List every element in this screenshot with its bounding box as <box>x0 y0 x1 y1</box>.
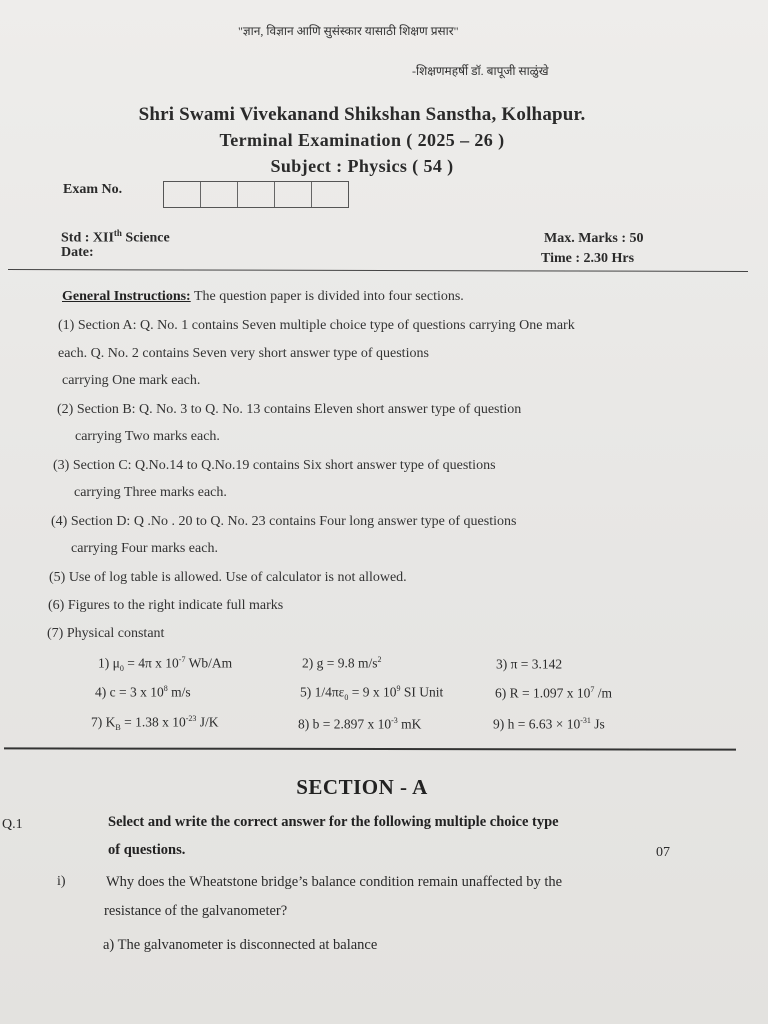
constant-text: m/s <box>167 684 191 700</box>
constant-text: 1) μ <box>98 655 120 671</box>
answer-option: a) The galvanometer is disconnected at balance <box>103 937 378 953</box>
instruction-line: carrying One mark each. <box>62 373 201 388</box>
constant-item <box>98 655 232 673</box>
subquestion-text-line: resistance of the galvanometer? <box>104 903 288 919</box>
instruction-line: carrying Three marks each. <box>74 485 227 500</box>
exam-title: Terminal Examination ( 2025 – 26 ) <box>219 130 505 150</box>
founder-attribution: -शिक्षणमहर्षी डॉ. बापूजी साळुंखे <box>412 64 549 78</box>
subquestion-text-line: Why does the Wheatstone bridge’s balance condition remain unaffected by the <box>106 874 563 890</box>
date-label: Date: <box>61 245 94 260</box>
exam-number-box <box>312 182 348 207</box>
constant-item <box>495 685 612 703</box>
instruction-line: carrying Two marks each. <box>75 429 220 444</box>
constant-sub: 0 <box>344 693 349 703</box>
max-marks: Max. Marks : 50 <box>544 231 644 246</box>
constant-item <box>493 716 605 734</box>
constant-item <box>496 656 562 674</box>
instruction-line: carrying Four marks each. <box>71 541 218 556</box>
constant-text: = 9 x 10 <box>348 684 397 700</box>
header-divider <box>8 269 748 272</box>
constant-text: 2) g = 9.8 m/s <box>302 655 378 671</box>
instruction-line: (3) Section C: Q.No.14 to Q.No.19 contains Six short answer type of questions <box>53 458 496 473</box>
instruction-line: (5) Use of log table is allowed. Use of calculator is not allowed. <box>49 570 407 585</box>
constant-sup: 7 <box>590 685 595 694</box>
constant-text: Js <box>590 716 605 732</box>
instruction-line: (4) Section D: Q .No . 20 to Q. No. 23 contains Four long answer type of questions <box>51 514 517 529</box>
instruction-line: (1) Section A: Q. No. 1 contains Seven multiple choice type of questions carrying One mark <box>58 318 575 333</box>
constant-sub: B <box>115 723 121 733</box>
exam-number-box <box>164 182 201 207</box>
constant-text: /m <box>594 685 613 701</box>
constant-text: 5) 1/4πε <box>300 684 345 700</box>
subquestion-number: i) <box>57 874 66 889</box>
exam-number-box <box>238 182 275 207</box>
constant-item <box>302 655 382 673</box>
constant-item <box>95 684 191 702</box>
exam-number-box <box>201 182 238 207</box>
constant-item <box>300 684 443 702</box>
constant-item <box>91 714 219 732</box>
constant-sup: 8 <box>163 684 168 693</box>
constant-text: 7) K <box>91 714 116 730</box>
constant-text: 3) π = 3.142 <box>496 656 563 672</box>
instruction-line: (7) Physical constant <box>47 626 165 641</box>
question-number: Q.1 <box>2 817 23 832</box>
subject-title: Subject : Physics ( 54 ) <box>270 156 454 176</box>
institution-motto: "ज्ञान, विज्ञान आणि सुसंस्कार यासाठी शिक्षण प्रसार" <box>238 24 459 38</box>
general-instructions-heading <box>62 289 464 305</box>
constant-sub: 0 <box>119 664 124 674</box>
constant-sup: 9 <box>396 684 401 693</box>
constant-sup: 2 <box>377 655 382 664</box>
instructions-intro: The question paper is divided into four sections. <box>190 289 464 304</box>
constant-text: 9) h = 6.63 × 10 <box>493 716 581 732</box>
constant-sup: -31 <box>580 716 591 725</box>
exam-number-label: Exam No. <box>63 182 123 197</box>
standard-label <box>61 228 170 247</box>
constant-text: mK <box>397 716 422 732</box>
constant-text: 4) c = 3 x 10 <box>95 684 164 700</box>
constant-text: 6) R = 1.097 x 10 <box>495 685 591 701</box>
constant-sup: -7 <box>178 655 186 664</box>
institution-name: Shri Swami Vivekanand Shikshan Sanstha, Kolhapur. <box>138 104 586 125</box>
std-suffix: Science <box>121 230 170 246</box>
std-superscript: th <box>113 228 122 238</box>
exam-time: Time : 2.30 Hrs <box>541 251 635 266</box>
constant-sup: -23 <box>185 714 197 723</box>
constant-text: J/K <box>196 714 219 730</box>
instructions-divider <box>4 747 736 750</box>
instruction-line: each. Q. No. 2 contains Seven very short answer type of questions <box>58 346 429 361</box>
constant-text: SI Unit <box>400 684 444 700</box>
exam-number-boxes <box>163 181 349 208</box>
exam-number-box <box>275 182 312 207</box>
question-text-line: of questions. <box>108 842 186 858</box>
constant-text: = 1.38 x 10 <box>120 714 186 730</box>
instruction-line: (2) Section B: Q. No. 3 to Q. No. 13 contains Eleven short answer type of question <box>57 402 522 417</box>
instruction-line: (6) Figures to the right indicate full marks <box>48 598 284 613</box>
constant-text: = 4π x 10 <box>123 655 179 671</box>
question-marks: 07 <box>656 845 670 860</box>
std-prefix: Std : XII <box>61 230 114 246</box>
constant-item <box>298 716 421 734</box>
constant-text: 8) b = 2.897 x 10 <box>298 716 392 732</box>
instructions-title: General Instructions: <box>62 289 191 304</box>
constant-sup: -3 <box>391 716 398 725</box>
constant-text: Wb/Am <box>185 655 233 671</box>
section-heading: SECTION - A <box>296 775 428 799</box>
question-text-line: Select and write the correct answer for the following multiple choice type <box>108 814 559 830</box>
